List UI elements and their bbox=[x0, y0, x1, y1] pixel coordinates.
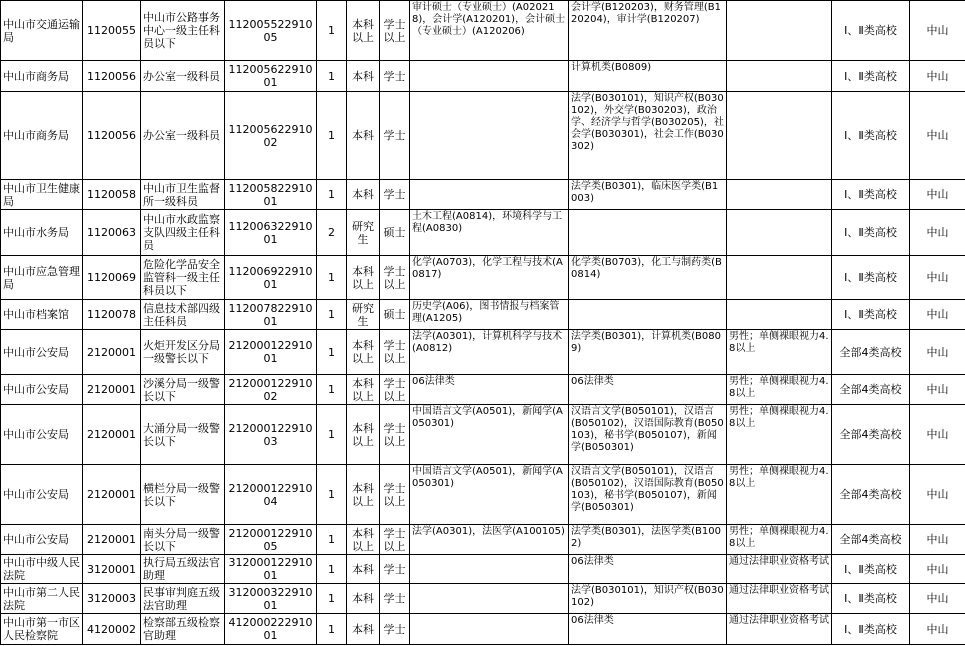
other-requirement-cell bbox=[727, 1, 832, 61]
post-name-cell: 沙溪分局一级警长以下 bbox=[141, 375, 225, 405]
bachelor-major-cell: 06法律类 bbox=[569, 614, 727, 645]
headcount-cell: 1 bbox=[317, 180, 347, 210]
graduate-major-cell: 历史学(A06)，图书情报与档案管理(A1205) bbox=[410, 300, 569, 330]
education-cell: 本科 bbox=[347, 614, 380, 645]
institution-cell: Ⅰ、Ⅱ类高校 bbox=[832, 300, 910, 330]
post-name-cell: 执行局五级法官助理 bbox=[141, 555, 225, 584]
bachelor-major-cell: 06法律类 bbox=[569, 555, 727, 584]
education-cell: 本科 bbox=[347, 61, 380, 92]
exam-location-cell: 中山 bbox=[910, 555, 965, 584]
education-cell: 研究生 bbox=[347, 300, 380, 330]
bachelor-major-cell bbox=[569, 210, 727, 256]
table-row bbox=[1, 180, 965, 210]
graduate-major-cell bbox=[410, 584, 569, 614]
dept-cell: 中山市水务局 bbox=[1, 210, 83, 256]
unit-code-cell: 2120001 bbox=[83, 330, 141, 375]
other-requirement-cell: 男性；单侧裸眼视力4.8以上 bbox=[727, 375, 832, 405]
bachelor-major-cell: 化学类(B0703)，化工与制药类(B0814) bbox=[569, 256, 727, 300]
table-row bbox=[1, 256, 965, 300]
exam-location-cell: 中山 bbox=[910, 61, 965, 92]
headcount-cell: 1 bbox=[317, 330, 347, 375]
exam-location-cell: 中山 bbox=[910, 180, 965, 210]
unit-code-cell: 1120078 bbox=[83, 300, 141, 330]
education-cell: 本科以上 bbox=[347, 525, 380, 555]
exam-location-cell: 中山 bbox=[910, 256, 965, 300]
post-code-cell: 11200692291001 bbox=[225, 256, 317, 300]
headcount-cell: 1 bbox=[317, 92, 347, 180]
bachelor-major-cell: 汉语言文学(B050101)，汉语言(B050102)，汉语国际教育(B050103)，秘书学(B050107)，新闻学(B050301) bbox=[569, 405, 727, 465]
education-cell: 本科 bbox=[347, 584, 380, 614]
dept-cell: 中山市公安局 bbox=[1, 330, 83, 375]
other-requirement-cell bbox=[727, 300, 832, 330]
education-cell: 本科以上 bbox=[347, 1, 380, 61]
education-cell: 本科 bbox=[347, 180, 380, 210]
degree-cell: 学士 bbox=[380, 180, 410, 210]
dept-cell: 中山市商务局 bbox=[1, 61, 83, 92]
degree-cell: 学士 bbox=[380, 555, 410, 584]
dept-cell: 中山市公安局 bbox=[1, 405, 83, 465]
post-code-cell: 21200012291001 bbox=[225, 330, 317, 375]
dept-cell: 中山市公安局 bbox=[1, 375, 83, 405]
table-row bbox=[1, 405, 965, 465]
other-requirement-cell bbox=[727, 180, 832, 210]
education-cell: 本科以上 bbox=[347, 405, 380, 465]
post-name-cell: 中山市公路事务中心一级主任科员以下 bbox=[141, 1, 225, 61]
education-cell: 本科以上 bbox=[347, 465, 380, 525]
post-code-cell: 31200032291001 bbox=[225, 584, 317, 614]
institution-cell: 全部4类高校 bbox=[832, 330, 910, 375]
institution-cell: Ⅰ、Ⅱ类高校 bbox=[832, 210, 910, 256]
dept-cell: 中山市公安局 bbox=[1, 525, 83, 555]
education-cell: 本科以上 bbox=[347, 375, 380, 405]
exam-location-cell: 中山 bbox=[910, 92, 965, 180]
post-name-cell: 大涌分局一级警长以下 bbox=[141, 405, 225, 465]
unit-code-cell: 1120056 bbox=[83, 61, 141, 92]
dept-cell: 中山市公安局 bbox=[1, 465, 83, 525]
post-name-cell: 中山市水政监察支队四级主任科员 bbox=[141, 210, 225, 256]
graduate-major-cell bbox=[410, 61, 569, 92]
other-requirement-cell: 男性；单侧裸眼视力4.8以上 bbox=[727, 465, 832, 525]
other-requirement-cell: 男性；单侧裸眼视力4.8以上 bbox=[727, 330, 832, 375]
headcount-cell: 1 bbox=[317, 555, 347, 584]
post-code-cell: 11200562291001 bbox=[225, 61, 317, 92]
table-row bbox=[1, 375, 965, 405]
bachelor-major-cell: 法学类(B0301)，临床医学类(B1003) bbox=[569, 180, 727, 210]
table-row bbox=[1, 584, 965, 614]
unit-code-cell: 1120055 bbox=[83, 1, 141, 61]
unit-code-cell: 2120001 bbox=[83, 465, 141, 525]
dept-cell: 中山市中级人民法院 bbox=[1, 555, 83, 584]
post-name-cell: 检察部五级检察官助理 bbox=[141, 614, 225, 645]
graduate-major-cell bbox=[410, 555, 569, 584]
graduate-major-cell: 中国语言文学(A0501)，新闻学(A050301) bbox=[410, 405, 569, 465]
unit-code-cell: 1120069 bbox=[83, 256, 141, 300]
table-body bbox=[1, 1, 965, 645]
post-code-cell: 21200012291003 bbox=[225, 405, 317, 465]
exam-location-cell: 中山 bbox=[910, 405, 965, 465]
degree-cell: 学士以上 bbox=[380, 375, 410, 405]
table-row bbox=[1, 92, 965, 180]
degree-cell: 学士以上 bbox=[380, 525, 410, 555]
post-name-cell: 办公室一级科员 bbox=[141, 61, 225, 92]
unit-code-cell: 3120003 bbox=[83, 584, 141, 614]
table-row bbox=[1, 61, 965, 92]
dept-cell: 中山市档案馆 bbox=[1, 300, 83, 330]
education-cell: 本科以上 bbox=[347, 256, 380, 300]
education-cell: 本科 bbox=[347, 92, 380, 180]
post-code-cell: 21200012291005 bbox=[225, 525, 317, 555]
other-requirement-cell bbox=[727, 210, 832, 256]
graduate-major-cell bbox=[410, 92, 569, 180]
post-code-cell: 11200782291001 bbox=[225, 300, 317, 330]
headcount-cell: 1 bbox=[317, 300, 347, 330]
institution-cell: Ⅰ、Ⅱ类高校 bbox=[832, 1, 910, 61]
institution-cell: Ⅰ、Ⅱ类高校 bbox=[832, 180, 910, 210]
headcount-cell: 2 bbox=[317, 210, 347, 256]
other-requirement-cell bbox=[727, 61, 832, 92]
headcount-cell: 1 bbox=[317, 584, 347, 614]
post-name-cell: 火炬开发区分局一级警长以下 bbox=[141, 330, 225, 375]
other-requirement-cell bbox=[727, 256, 832, 300]
institution-cell: 全部4类高校 bbox=[832, 465, 910, 525]
post-code-cell: 11200582291001 bbox=[225, 180, 317, 210]
graduate-major-cell bbox=[410, 614, 569, 645]
post-code-cell: 11200552291005 bbox=[225, 1, 317, 61]
post-code-cell: 21200012291004 bbox=[225, 465, 317, 525]
degree-cell: 硕士 bbox=[380, 210, 410, 256]
graduate-major-cell: 土木工程(A0814)，环境科学与工程(A0830) bbox=[410, 210, 569, 256]
bachelor-major-cell: 法学(B030101)，知识产权(B030102) bbox=[569, 584, 727, 614]
bachelor-major-cell: 法学(B030101)，知识产权(B030102)，外交学(B030203)，政治学、经济学与哲学(B030205)，社会学(B030301)，社会工作(B030302) bbox=[569, 92, 727, 180]
degree-cell: 学士以上 bbox=[380, 465, 410, 525]
post-code-cell: 21200012291002 bbox=[225, 375, 317, 405]
bachelor-major-cell: 计算机类(B0809) bbox=[569, 61, 727, 92]
exam-location-cell: 中山 bbox=[910, 1, 965, 61]
table-row bbox=[1, 614, 965, 645]
dept-cell: 中山市卫生健康局 bbox=[1, 180, 83, 210]
other-requirement-cell: 通过法律职业资格考试 bbox=[727, 584, 832, 614]
bachelor-major-cell: 法学类(B0301)，计算机类(B0809) bbox=[569, 330, 727, 375]
table-row bbox=[1, 330, 965, 375]
table-row bbox=[1, 210, 965, 256]
bachelor-major-cell bbox=[569, 300, 727, 330]
bachelor-major-cell: 汉语言文学(B050101)，汉语言(B050102)，汉语国际教育(B050103)，秘书学(B050107)，新闻学(B050301) bbox=[569, 465, 727, 525]
other-requirement-cell: 男性；单侧裸眼视力4.8以上 bbox=[727, 405, 832, 465]
unit-code-cell: 1120058 bbox=[83, 180, 141, 210]
exam-location-cell: 中山 bbox=[910, 210, 965, 256]
exam-location-cell: 中山 bbox=[910, 300, 965, 330]
table-row bbox=[1, 465, 965, 525]
degree-cell: 学士以上 bbox=[380, 1, 410, 61]
graduate-major-cell: 法学(A0301)，法医学(A100105) bbox=[410, 525, 569, 555]
dept-cell: 中山市应急管理局 bbox=[1, 256, 83, 300]
graduate-major-cell bbox=[410, 180, 569, 210]
exam-location-cell: 中山 bbox=[910, 584, 965, 614]
degree-cell: 学士 bbox=[380, 614, 410, 645]
exam-location-cell: 中山 bbox=[910, 375, 965, 405]
degree-cell: 学士以上 bbox=[380, 256, 410, 300]
unit-code-cell: 4120002 bbox=[83, 614, 141, 645]
institution-cell: Ⅰ、Ⅱ类高校 bbox=[832, 584, 910, 614]
institution-cell: Ⅰ、Ⅱ类高校 bbox=[832, 92, 910, 180]
education-cell: 本科 bbox=[347, 555, 380, 584]
other-requirement-cell: 通过法律职业资格考试 bbox=[727, 555, 832, 584]
graduate-major-cell: 法学(A0301)，计算机科学与技术(A0812) bbox=[410, 330, 569, 375]
post-code-cell: 11200562291002 bbox=[225, 92, 317, 180]
headcount-cell: 1 bbox=[317, 525, 347, 555]
post-name-cell: 南头分局一级警长以下 bbox=[141, 525, 225, 555]
degree-cell: 学士 bbox=[380, 584, 410, 614]
unit-code-cell: 2120001 bbox=[83, 405, 141, 465]
institution-cell: Ⅰ、Ⅱ类高校 bbox=[832, 61, 910, 92]
post-code-cell: 11200632291001 bbox=[225, 210, 317, 256]
post-name-cell: 民事审判庭五级法官助理 bbox=[141, 584, 225, 614]
dept-cell: 中山市交通运输局 bbox=[1, 1, 83, 61]
headcount-cell: 1 bbox=[317, 614, 347, 645]
post-code-cell: 41200022291001 bbox=[225, 614, 317, 645]
degree-cell: 硕士 bbox=[380, 300, 410, 330]
post-name-cell: 办公室一级科员 bbox=[141, 92, 225, 180]
unit-code-cell: 2120001 bbox=[83, 375, 141, 405]
table-row bbox=[1, 525, 965, 555]
post-name-cell: 信息技术部四级主任科员 bbox=[141, 300, 225, 330]
other-requirement-cell: 男性；单侧裸眼视力4.8以上 bbox=[727, 525, 832, 555]
unit-code-cell: 1120056 bbox=[83, 92, 141, 180]
institution-cell: Ⅰ、Ⅱ类高校 bbox=[832, 614, 910, 645]
institution-cell: Ⅰ、Ⅱ类高校 bbox=[832, 256, 910, 300]
table-row bbox=[1, 555, 965, 584]
unit-code-cell: 3120001 bbox=[83, 555, 141, 584]
headcount-cell: 1 bbox=[317, 61, 347, 92]
post-code-cell: 31200012291001 bbox=[225, 555, 317, 584]
education-cell: 本科以上 bbox=[347, 330, 380, 375]
bachelor-major-cell: 法学类(B0301)，法医学类(B1002) bbox=[569, 525, 727, 555]
degree-cell: 学士 bbox=[380, 61, 410, 92]
education-cell: 研究生 bbox=[347, 210, 380, 256]
graduate-major-cell: 审计硕士（专业硕士）(A020218)，会计学(A120201)，会计硕士（专业硕士）(A120206) bbox=[410, 1, 569, 61]
degree-cell: 学士以上 bbox=[380, 330, 410, 375]
bachelor-major-cell: 会计学(B120203)，财务管理(B120204)，审计学(B120207) bbox=[569, 1, 727, 61]
post-name-cell: 危险化学品安全监管科一级主任科员以下 bbox=[141, 256, 225, 300]
degree-cell: 学士 bbox=[380, 92, 410, 180]
dept-cell: 中山市第二人民法院 bbox=[1, 584, 83, 614]
headcount-cell: 1 bbox=[317, 1, 347, 61]
table-row bbox=[1, 1, 965, 61]
exam-location-cell: 中山 bbox=[910, 330, 965, 375]
institution-cell: 全部4类高校 bbox=[832, 375, 910, 405]
dept-cell: 中山市第一市区人民检察院 bbox=[1, 614, 83, 645]
headcount-cell: 1 bbox=[317, 405, 347, 465]
institution-cell: 全部4类高校 bbox=[832, 525, 910, 555]
graduate-major-cell: 06法律类 bbox=[410, 375, 569, 405]
table-row bbox=[1, 300, 965, 330]
headcount-cell: 1 bbox=[317, 465, 347, 525]
other-requirement-cell bbox=[727, 92, 832, 180]
exam-location-cell: 中山 bbox=[910, 614, 965, 645]
headcount-cell: 1 bbox=[317, 256, 347, 300]
post-name-cell: 中山市卫生监督所一级科员 bbox=[141, 180, 225, 210]
unit-code-cell: 1120063 bbox=[83, 210, 141, 256]
degree-cell: 学士以上 bbox=[380, 405, 410, 465]
graduate-major-cell: 中国语言文学(A0501)，新闻学(A050301) bbox=[410, 465, 569, 525]
institution-cell: Ⅰ、Ⅱ类高校 bbox=[832, 555, 910, 584]
exam-location-cell: 中山 bbox=[910, 525, 965, 555]
graduate-major-cell: 化学(A0703)，化学工程与技术(A0817) bbox=[410, 256, 569, 300]
post-name-cell: 横栏分局一级警长以下 bbox=[141, 465, 225, 525]
bachelor-major-cell: 06法律类 bbox=[569, 375, 727, 405]
exam-location-cell: 中山 bbox=[910, 465, 965, 525]
institution-cell: 全部4类高校 bbox=[832, 405, 910, 465]
other-requirement-cell: 通过法律职业资格考试 bbox=[727, 614, 832, 645]
unit-code-cell: 2120001 bbox=[83, 525, 141, 555]
headcount-cell: 1 bbox=[317, 375, 347, 405]
dept-cell: 中山市商务局 bbox=[1, 92, 83, 180]
